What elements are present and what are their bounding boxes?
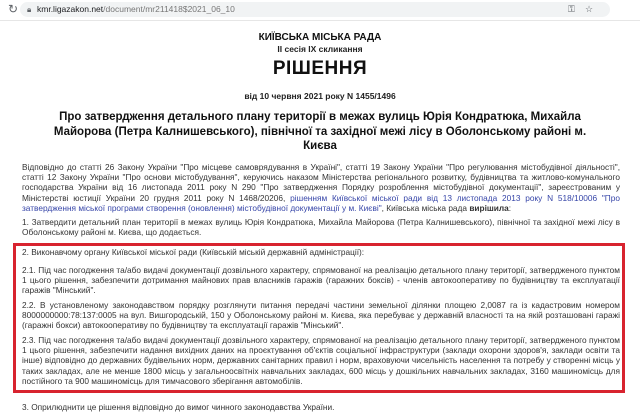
preamble-bold: вирішила xyxy=(469,202,509,213)
item-3: 3. Оприлюднити це рішення відповідно до вимог чинного законодавства України. xyxy=(22,402,335,412)
decision-title: РІШЕННЯ xyxy=(272,58,368,79)
url-path: /document/mr211418$2021_06_10 xyxy=(103,4,235,14)
url-host: kmr.ligazakon.net xyxy=(37,4,104,14)
preamble-tail: , Київська міська рада xyxy=(381,202,470,213)
decision-date: від 10 червня 2021 року N 1455/1496 xyxy=(244,91,396,101)
item-2-3: 2.3. Під час погодження та/або видачі документації дозвільного характеру, спрямованої на реалізацію детального плану території, затвердженого пунктом 1 цього рішення, забезпечити надання вихідних даних на проєктування об'єктів соціальної інфраструктури (заклади охорони здоров'я, заклади освіти та інше) відповідно до державних будівельних норм, державних санітарних правил і норм, враховуючи чисельність населення та потребу у створенні місць у таких закладах, але не менше 1800 місць у загальноосвітніх навчальних закладах, 600 місць у дошкільних навчальних закладах, 3160 машиномісць для постійного та 900 машиномісць для тимчасового зберігання автомобілів. xyxy=(22,335,620,386)
url-text[interactable] xyxy=(37,3,235,16)
decision-subject: Про затвердження детального плану території в межах вулиць Юрія Кондратюка, Михайла Майорова (Петра Калнишевського), північної та західної межі лісу в Оболонському районі м. Києва xyxy=(53,111,587,152)
address-bar[interactable] xyxy=(20,2,610,17)
preamble xyxy=(22,162,620,213)
key-icon[interactable]: ⚿ xyxy=(568,4,575,14)
item-2-2: 2.2. В установленому законодавством порядку розглянути питання передачі частини земельної ділянки площею 2,0087 га із кадастровим номером 8000000000:78:137:0005 на вул. Вишгородській, 150 у Оболонському районі м. Києва, яка перебуває у державній власності та на якій розташовані гаражі (гаражні бокси) автокооперативу по будівництву та експлуатації гаражів "Мінський". xyxy=(22,300,620,331)
reload-icon[interactable]: ↻ xyxy=(7,2,19,16)
item-2-1: 2.1. Під час погодження та/або видачі документації дозвільного характеру, спрямованої на реалізацію детального плану території, затвердженого пунктом 1 цього рішення, забезпечити дотримання майнових прав власників гаражів (гаражних боксів) - членів автокооперативу по будівництву та експлуатації гаражів "Мінський". xyxy=(22,265,620,296)
council-name: КИЇВСЬКА МІСЬКА РАДА xyxy=(258,32,382,43)
lock-icon[interactable]: 🔒︎ xyxy=(27,5,32,14)
browser-toolbar xyxy=(0,0,640,21)
star-icon[interactable]: ☆ xyxy=(585,4,594,14)
preamble-text: Відповідно до статті 26 Закону України "Про місцеве самоврядування в Україні", статті 19 Закону України "Про регулювання містобудівної діяльності", статті 12 Закону України "Про основи містобудування", керуючись наказом Міністерства регіонального розвитку, будівництва та житлово-комунального господарства України від 16 листопада 2011 року N 290 "Про затвердження Порядку розроблення містобудівної документації", зареєстрованим у Міністерстві юстиції України 20 грудня 2011 року N 1468/20206, xyxy=(22,162,620,203)
preamble-link[interactable]: рішенням Київської міської ради від 13 листопада 2013 року N 518/10006 "Про затвердження міської програми створення (оновлення) містобудівної документації у м. Києві" xyxy=(22,192,620,213)
preamble-end: : xyxy=(508,202,512,213)
item-2: 2. Виконавчому органу Київської міської ради (Київській міській державній адміністрації): xyxy=(22,247,365,257)
session-line: ІІ сесія IX скликання xyxy=(277,44,363,54)
item-1: 1. Затвердити детальний план території в межах вулиць Юрія Кондратюка, Михайла Майорова (Петра Калнишевського), північної та західної межі лісу в Оболонському районі м. Києва, що додається. xyxy=(22,217,620,238)
